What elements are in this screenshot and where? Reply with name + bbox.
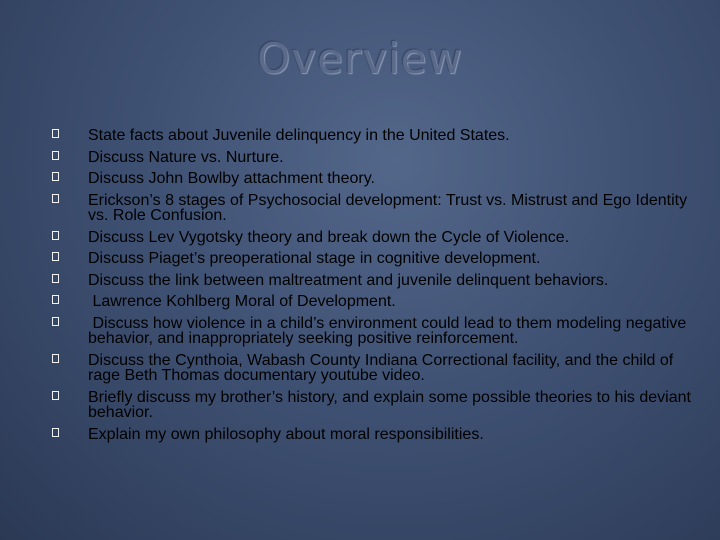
bullet-text: Discuss John Bowlby attachment theory. (88, 170, 375, 187)
square-bullet-icon (52, 350, 88, 368)
bullet-item (52, 227, 692, 249)
bullet-text: Lawrence Kohlberg Moral of Development. (88, 293, 396, 310)
bullet-text: Discuss Lev Vygotsky theory and break down the Cycle of Violence. (88, 228, 570, 246)
square-bullet-icon (52, 147, 88, 165)
square-bullet-icon (52, 227, 88, 245)
square-bullet-icon (52, 291, 88, 309)
bullet-item (52, 350, 692, 387)
bullet-text: Erickson’s 8 stages of Psychosocial development: Trust vs. Mistrust and Ego Identity vs. Role Confusion. (88, 191, 692, 224)
bullet-text: State facts about Juvenile delinquency in the United States. (88, 127, 510, 144)
square-bullet-icon (52, 125, 88, 143)
bullet-text: Briefly discuss my brother’s history, and explain some possible theories to his deviant behavior. (88, 388, 696, 421)
bullet-text: Discuss Piaget’s preoperational stage in cognitive development. (88, 250, 541, 267)
square-bullet-icon (52, 313, 88, 331)
bullet-item (52, 270, 692, 292)
bullet-item (52, 313, 692, 350)
bullet-item (52, 424, 692, 446)
bullet-item (52, 125, 692, 147)
bullet-item (52, 291, 692, 313)
square-bullet-icon (52, 190, 88, 208)
bullet-item (52, 248, 692, 270)
square-bullet-icon (52, 270, 88, 288)
bullet-text: Discuss the Cynthoia, Wabash County Indiana Correctional facility, and the child of rage Beth Thomas documentary youtube video. (88, 351, 678, 384)
square-bullet-icon (52, 424, 88, 442)
bullet-text: Discuss how violence in a child’s environment could lead to them modeling negative behavior, and inappropriately seeking positive reinforcement. (88, 314, 691, 347)
square-bullet-icon (52, 248, 88, 266)
bullet-item (52, 387, 696, 424)
bullet-text: Discuss the link between maltreatment and juvenile delinquent behaviors. (88, 271, 609, 289)
slide-title: Overview (257, 34, 463, 83)
square-bullet-icon (52, 168, 88, 186)
bullet-text: Explain my own philosophy about moral responsibilities. (88, 425, 484, 443)
bullet-list (52, 125, 696, 445)
bullet-item (52, 147, 692, 169)
bullet-text: Discuss Nature vs. Nurture. (88, 148, 284, 166)
bullet-item (52, 168, 692, 190)
square-bullet-icon (52, 387, 88, 405)
bullet-item (52, 190, 692, 227)
